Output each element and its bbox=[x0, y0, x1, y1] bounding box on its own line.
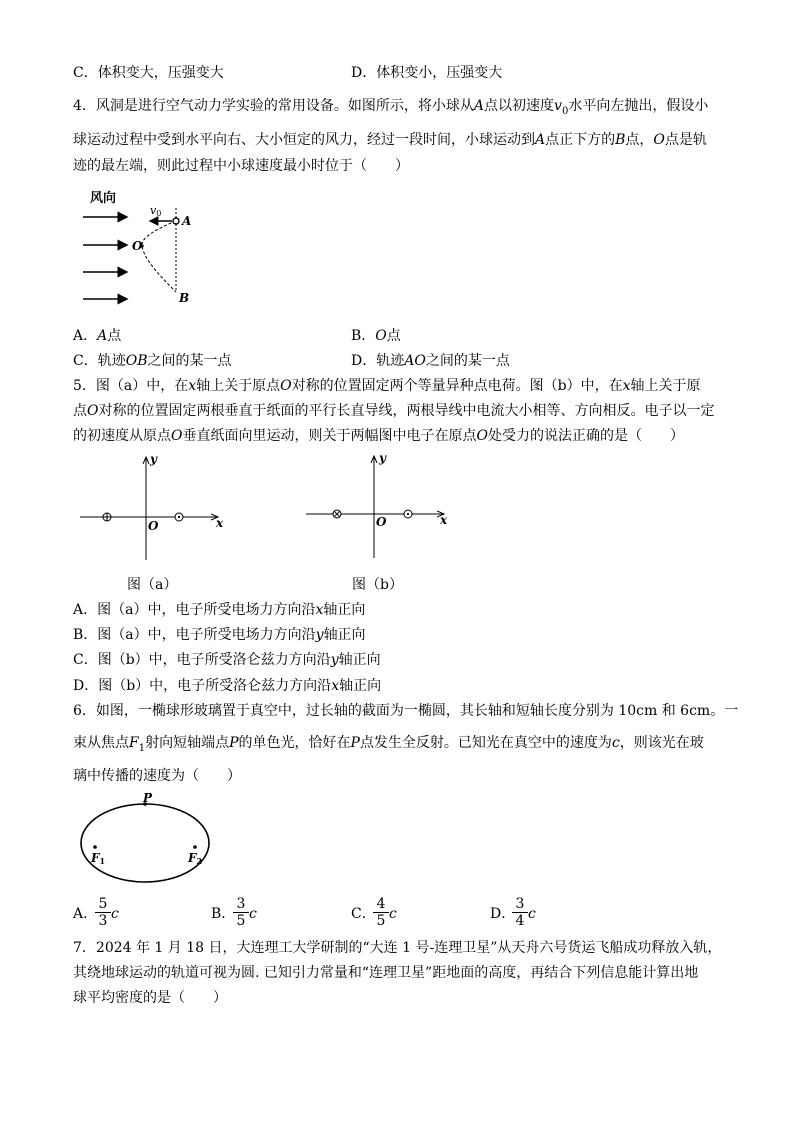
point-o-label: O bbox=[132, 239, 143, 253]
q5-fig-b-caption: 图（b） bbox=[352, 577, 403, 593]
q6-option-b-fraction: $\frac{3}{5}$ bbox=[233, 896, 249, 929]
q5-stem-line1: 5．图（a）中，在x轴上关于原点O对称的位置固定两个等量异种点电荷。图（b）中，在x轴上关于原 bbox=[73, 378, 701, 394]
q7-stem-line3: 球平均密度的是（ ） bbox=[73, 990, 227, 1006]
ellipse-outline bbox=[81, 804, 209, 882]
y-axis-label: y bbox=[379, 452, 386, 465]
x-axis-label: x bbox=[216, 516, 224, 530]
q6-option-d-fraction: $\frac{3}{4}$ bbox=[512, 896, 528, 929]
q6-option-a-fraction: $\frac{5}{3}$ bbox=[95, 896, 111, 929]
q5-option-a: A．图（a）中，电子所受电场力方向沿x轴正向 bbox=[73, 602, 366, 618]
q6-option-d-label: D． bbox=[490, 906, 516, 922]
q6-option-a-var: c bbox=[111, 906, 119, 922]
q6-stem-line2: 束从焦点$F_1$射向短轴端点P的单色光，恰好在P点发生全反射。已知光在真空中的速度为c，则该光在玻 bbox=[73, 735, 704, 754]
q3-option-c: C．体积变大，压强变大 bbox=[73, 65, 224, 81]
focus-f1-marker bbox=[93, 845, 97, 849]
q7-stem-line2: 其绕地球运动的轨道可视为圆. 已知引力常量和“连理卫星”距地面的高度，再结合下列信息能计算出地 bbox=[73, 965, 699, 981]
q5-option-c: C．图（b）中，电子所受洛仑兹力方向沿y轴正向 bbox=[73, 652, 381, 668]
x-axis-label: x bbox=[440, 513, 448, 527]
q4-option-d: D．轨迹AO之间的某一点 bbox=[351, 353, 510, 369]
point-a-marker bbox=[173, 218, 179, 224]
q6-option-c-var: c bbox=[389, 906, 397, 922]
q5-stem-line3: 的初速度从原点O垂直纸面向里运动，则关于两幅图中电子在原点O处受力的说法正确的是（ ） bbox=[73, 428, 684, 444]
q4-wind-tunnel-figure bbox=[80, 188, 210, 313]
q4-option-a: A．A点 bbox=[73, 328, 122, 344]
q5-fig-a-caption: 图（a） bbox=[127, 577, 178, 593]
wind-label: 风向 bbox=[90, 191, 117, 206]
q6-option-d-var: c bbox=[528, 906, 536, 922]
point-p-label: P bbox=[143, 791, 153, 805]
q5-option-b: B．图（a）中，电子所受电场力方向沿y轴正向 bbox=[73, 627, 366, 643]
q6-option-c-fraction: $\frac{4}{5}$ bbox=[373, 896, 389, 929]
q7-stem-line1: 7．2024 年 1 月 18 日，大连理工大学研制的“大连 1 号-连理卫星”从天舟六号货运飞船成功释放入轨， bbox=[73, 940, 722, 956]
q5-figure-a bbox=[78, 452, 228, 564]
current-out-of-page-icon bbox=[404, 510, 412, 518]
focus-f2-marker bbox=[193, 845, 197, 849]
q4-option-c: C．轨迹OB之间的某一点 bbox=[73, 353, 232, 369]
q4-stem-line1: 4．风洞是进行空气动力学实验的常用设备。如图所示，将小球从A点以初速度$v_0$水平向左抛出，假设小 bbox=[73, 98, 709, 117]
origin-label: O bbox=[148, 519, 159, 533]
y-axis-label: y bbox=[150, 452, 157, 466]
current-into-page-icon bbox=[333, 510, 341, 518]
point-a-label: A bbox=[182, 214, 192, 228]
v0-label: v0 bbox=[150, 204, 162, 218]
q6-option-b-label: B． bbox=[211, 906, 236, 922]
q5-option-d: D．图（b）中，电子所受洛仑兹力方向沿x轴正向 bbox=[73, 678, 382, 694]
q6-stem-line1: 6．如图，一椭球形玻璃置于真空中，过长轴的截面为一椭圆，其长轴和短轴长度分别为 10cm 和 6cm。一 bbox=[73, 703, 739, 719]
q6-option-c-label: C． bbox=[351, 906, 376, 922]
q5-stem-line2: 点O对称的位置固定两根垂直于纸面的平行长直导线，两根导线中电流大小相等、方向相反。电子以一定 bbox=[73, 403, 715, 419]
q6-option-a-label: A． bbox=[73, 906, 98, 922]
trajectory-curve bbox=[142, 221, 176, 292]
q4-option-b: B．O点 bbox=[351, 328, 401, 344]
q4-stem-line3: 迹的最左端，则此过程中小球速度最小时位于（ ） bbox=[73, 158, 409, 174]
negative-charge-icon bbox=[175, 513, 183, 521]
origin-label: O bbox=[376, 515, 387, 529]
v0-symbol: v bbox=[554, 98, 562, 114]
focus-f2-label: F2 bbox=[188, 851, 203, 866]
q5-figure-b bbox=[304, 452, 454, 564]
q6-stem-line3: 璃中传播的速度为（ ） bbox=[73, 768, 241, 784]
point-b-label: B bbox=[179, 291, 190, 305]
q6-option-b-var: c bbox=[249, 906, 257, 922]
q6-ellipse-figure bbox=[75, 790, 215, 888]
q3-option-d: D．体积变小，压强变大 bbox=[351, 65, 503, 81]
focus-f1-label: F1 bbox=[91, 851, 106, 866]
positive-charge-icon bbox=[103, 513, 111, 521]
q4-stem-line2: 球运动过程中受到水平向右、大小恒定的风力，经过一段时间，小球运动到A点正下方的B点，O点是轨 bbox=[73, 132, 707, 148]
